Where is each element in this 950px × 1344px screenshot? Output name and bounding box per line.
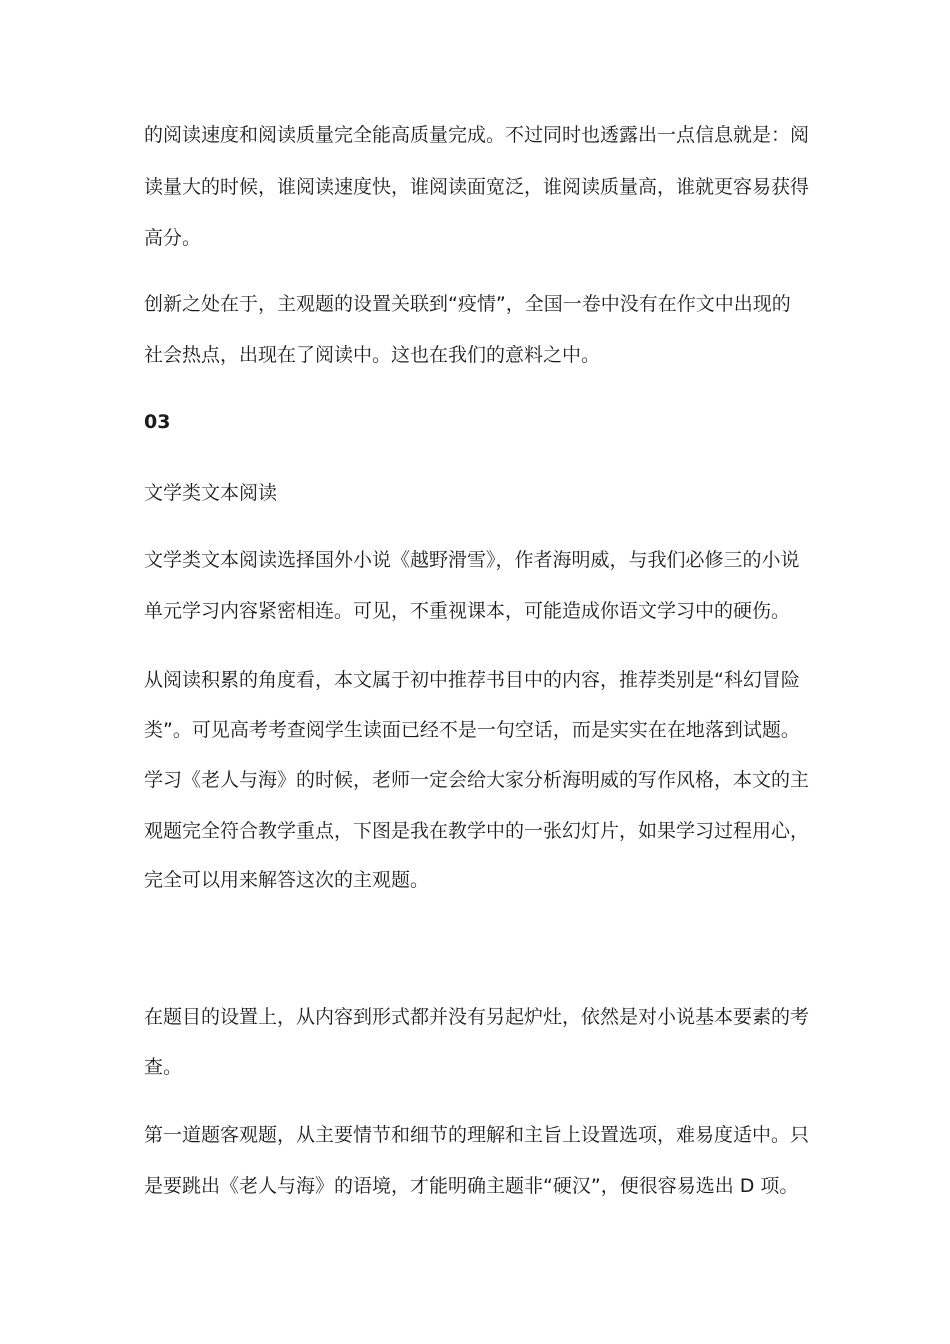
section-heading: 文学类文本阅读 bbox=[144, 482, 278, 504]
paragraph-2-line-1: 创新之处在于，主观题的设置关联到“疫情”，全国一卷中没有在作文中出现的 bbox=[144, 293, 791, 315]
paragraph-3-line-1: 文学类文本阅读选择国外小说《越野滑雪》，作者海明威，与我们必修三的小说 bbox=[144, 549, 800, 571]
paragraph-1-line-2: 读量大的时候，谁阅读速度快，谁阅读面宽泛，谁阅读质量高，谁就更容易获得 bbox=[144, 176, 810, 198]
paragraph-6-line-2: 是要跳出《老人与海》的语境，才能明确主题非“硬汉”，便很容易选出 D 项。 bbox=[144, 1175, 799, 1197]
paragraph-3-line-2: 单元学习内容紧密相连。可见，不重视课本，可能造成你语文学习中的硬伤。 bbox=[144, 600, 791, 622]
paragraph-1-line-3: 高分。 bbox=[144, 227, 202, 249]
paragraph-2-line-2: 社会热点，出现在了阅读中。这也在我们的意料之中。 bbox=[144, 344, 601, 366]
section-number: 03 bbox=[144, 411, 171, 433]
paragraph-4-line-3: 学习《老人与海》的时候，老师一定会给大家分析海明威的写作风格，本文的主 bbox=[144, 769, 810, 791]
paragraph-4-line-1: 从阅读积累的角度看，本文属于初中推荐书目中的内容，推荐类别是“科幻冒险 bbox=[144, 669, 800, 691]
paragraph-5-line-2: 查。 bbox=[144, 1056, 183, 1078]
paragraph-4-line-4: 观题完全符合教学重点，下图是我在教学中的一张幻灯片，如果学习过程用心， bbox=[144, 820, 810, 842]
paragraph-6-line-1: 第一道题客观题，从主要情节和细节的理解和主旨上设置选项，难易度适中。只 bbox=[144, 1124, 810, 1146]
paragraph-4-line-2: 类”。可见高考考查阅学生读面已经不是一句空话，而是实实在在地落到试题。 bbox=[144, 719, 800, 741]
paragraph-5-line-1: 在题目的设置上，从内容到形式都并没有另起炉灶，依然是对小说基本要素的考 bbox=[144, 1006, 810, 1028]
paragraph-4-line-5: 完全可以用来解答这次的主观题。 bbox=[144, 869, 430, 891]
paragraph-1-line-1: 的阅读速度和阅读质量完全能高质量完成。不过同时也透露出一点信息就是：阅 bbox=[144, 124, 810, 146]
